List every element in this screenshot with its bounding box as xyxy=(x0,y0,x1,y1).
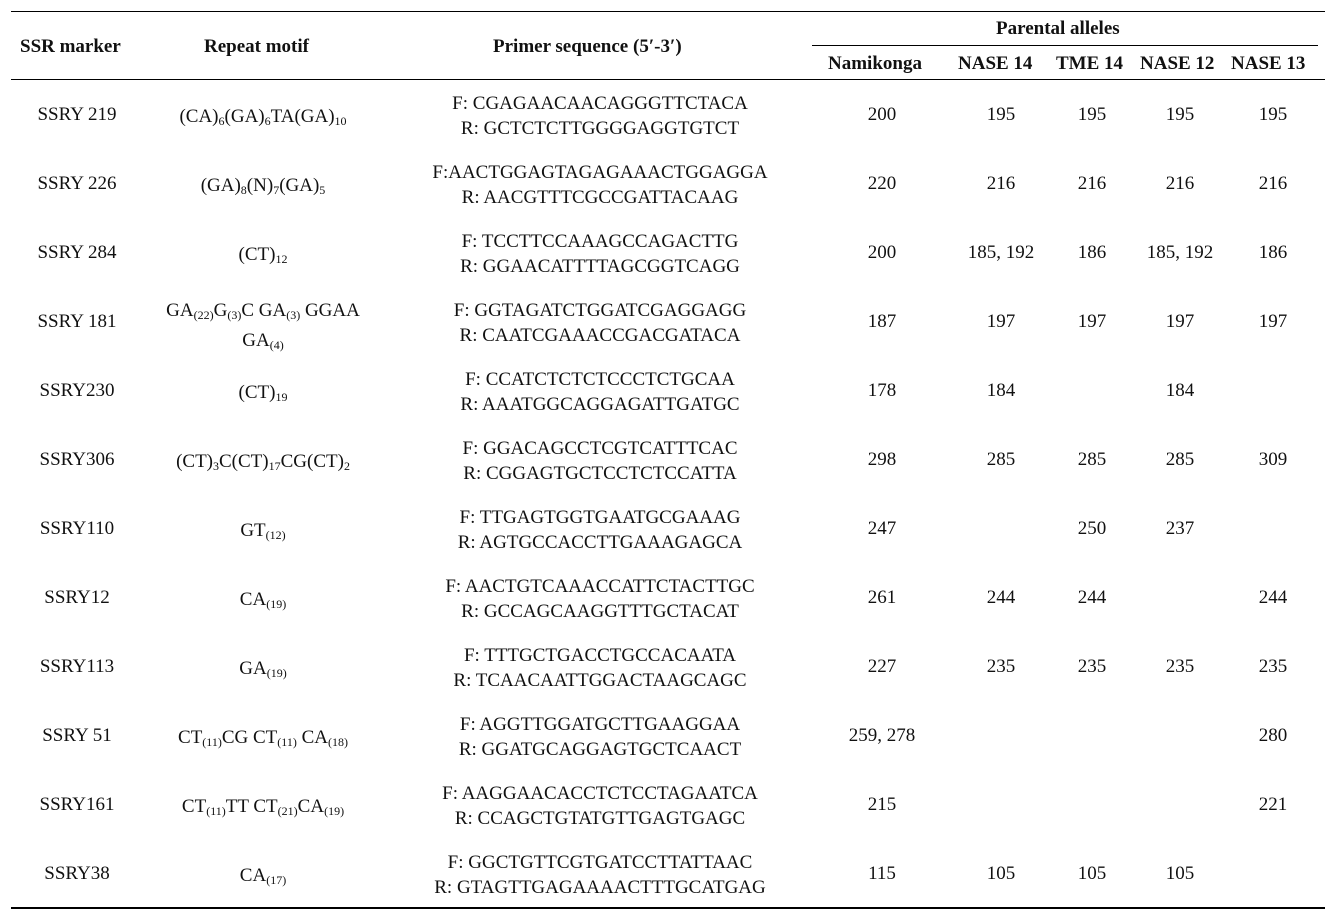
allele-cell: 185, 192 xyxy=(967,242,1035,263)
reverse-primer: R: GTAGTTGAGAAAACTTTGCATGAG xyxy=(434,877,766,898)
header-repeat-motif: Repeat motif xyxy=(204,36,309,57)
allele-cell: 259, 278 xyxy=(848,725,916,746)
reverse-primer: R: TCAACAATTGGACTAAGCAGC xyxy=(453,670,747,691)
table-top-rule xyxy=(11,11,1325,12)
primer-sequence-cell xyxy=(432,160,767,210)
forward-primer: F:AACTGGAGTAGAGAAACTGGAGGA xyxy=(432,162,768,183)
reverse-primer: R: CAATCGAAACCGACGATACA xyxy=(459,325,741,346)
header-nase12: NASE 12 xyxy=(1140,53,1215,74)
allele-cell: 309 xyxy=(1258,449,1288,470)
header-namikonga: Namikonga xyxy=(828,53,922,74)
primer-sequence-cell xyxy=(460,367,739,417)
repeat-motif-cell: $CA_{(19)}$ xyxy=(239,589,287,611)
header-nase13: NASE 13 xyxy=(1231,53,1306,74)
allele-cell: 200 xyxy=(867,242,897,263)
primer-sequence-cell xyxy=(459,712,741,762)
allele-cell: 235 xyxy=(986,656,1016,677)
repeat-motif-cell: $GA_{(22)}G_{(3)}C$ $GA_{(3)}$ GGAA $GA_{(4)}$ xyxy=(166,300,360,352)
primer-sequence-cell xyxy=(453,643,746,693)
allele-cell: 115 xyxy=(868,863,896,884)
allele-cell: 227 xyxy=(867,656,897,677)
ssr-marker-cell: SSRY12 xyxy=(44,587,110,608)
repeat-motif-cell: $CT_{(11)}TT$ $CT_{(21)}CA_{(19)}$ xyxy=(181,796,345,818)
allele-cell: 105 xyxy=(1077,863,1107,884)
primer-sequence-cell xyxy=(460,229,740,279)
allele-cell: 178 xyxy=(867,380,897,401)
reverse-primer: R: AAATGGCAGGAGATTGATGC xyxy=(460,394,740,415)
reverse-primer: R: CGGAGTGCTCCTCTCCATTA xyxy=(463,463,737,484)
allele-cell: 105 xyxy=(986,863,1016,884)
allele-cell: 247 xyxy=(867,518,897,539)
ssr-marker-cell: SSRY 226 xyxy=(37,173,117,194)
repeat-motif-cell: $CA_{(17)}$ xyxy=(239,865,287,887)
ssr-marker-cell: SSRY 219 xyxy=(37,104,117,125)
ssr-marker-cell: SSRY 284 xyxy=(37,242,117,263)
allele-cell: 235 xyxy=(1258,656,1288,677)
reverse-primer: R: AGTGCCACCTTGAAAGAGCA xyxy=(457,532,743,553)
header-parental-alleles: Parental alleles xyxy=(996,18,1120,39)
allele-cell: 195 xyxy=(1258,104,1288,125)
allele-cell: 285 xyxy=(1077,449,1107,470)
allele-cell: 280 xyxy=(1258,725,1288,746)
allele-cell: 215 xyxy=(867,794,897,815)
allele-cell: 220 xyxy=(867,173,897,194)
reverse-primer: R: GGATGCAGGAGTGCTCAACT xyxy=(458,739,742,760)
allele-cell: 185, 192 xyxy=(1146,242,1214,263)
allele-cell: 184 xyxy=(986,380,1016,401)
ssr-marker-cell: SSRY 181 xyxy=(37,311,117,332)
allele-cell: 184 xyxy=(1165,380,1195,401)
ssr-marker-cell: SSRY 51 xyxy=(42,725,112,746)
repeat-motif-cell: $(CT)_{19}$ xyxy=(238,382,288,404)
forward-primer: F: AGGTTGGATGCTTGAAGGAA xyxy=(459,714,741,735)
allele-cell: 186 xyxy=(1258,242,1288,263)
allele-cell: 197 xyxy=(1165,311,1195,332)
forward-primer: F: TTTGCTGACCTGCCACAATA xyxy=(463,645,737,666)
primer-sequence-cell xyxy=(452,91,748,141)
primer-sequence-cell xyxy=(434,850,765,900)
forward-primer: F: GGACAGCCTCGTCATTTCAC xyxy=(462,438,738,459)
primer-sequence-cell xyxy=(458,505,743,555)
allele-cell: 235 xyxy=(1165,656,1195,677)
forward-primer: F: TCCTTCCAAAGCCAGACTTG xyxy=(461,231,739,252)
allele-cell: 298 xyxy=(867,449,897,470)
allele-cell: 105 xyxy=(1165,863,1195,884)
ssr-marker-cell: SSRY230 xyxy=(39,380,115,401)
reverse-primer: R: AACGTTTCGCCGATTACAAG xyxy=(461,187,739,208)
repeat-motif-cell: $(CT)_{12}$ xyxy=(238,244,288,266)
repeat-motif-cell: $(CA)_6(GA)_6TA(GA)_{10}$ xyxy=(179,106,347,128)
allele-cell: 186 xyxy=(1077,242,1107,263)
allele-cell: 216 xyxy=(1258,173,1288,194)
forward-primer: F: GGCTGTTCGTGATCCTTATTAAC xyxy=(447,852,753,873)
allele-cell: 187 xyxy=(867,311,897,332)
ssr-marker-cell: SSRY113 xyxy=(39,656,115,677)
forward-primer: F: CGAGAACAACAGGGTTCTACA xyxy=(452,93,748,114)
allele-cell: 244 xyxy=(1077,587,1107,608)
reverse-primer: R: CCAGCTGTATGTTGAGTGAGC xyxy=(454,808,746,829)
allele-cell: 244 xyxy=(1258,587,1288,608)
primer-sequence-cell xyxy=(442,781,758,831)
allele-cell: 235 xyxy=(1077,656,1107,677)
ssr-marker-cell: SSRY38 xyxy=(44,863,110,884)
repeat-motif-cell: $GA_{(19)}$ xyxy=(239,658,287,680)
repeat-motif-cell: $(CT)_3C(CT)_{17}CG(CT)_2$ xyxy=(176,451,350,473)
allele-cell: 221 xyxy=(1258,794,1288,815)
allele-cell: 195 xyxy=(986,104,1016,125)
forward-primer: F: TTGAGTGGTGAATGCGAAAG xyxy=(459,507,741,528)
allele-cell: 197 xyxy=(1077,311,1107,332)
allele-cell: 285 xyxy=(986,449,1016,470)
allele-cell: 195 xyxy=(1077,104,1107,125)
ssr-marker-cell: SSRY161 xyxy=(39,794,115,815)
allele-cell: 216 xyxy=(1077,173,1107,194)
primer-sequence-cell xyxy=(445,574,754,624)
forward-primer: F: AAGGAACACCTCTCCTAGAATCA xyxy=(442,783,758,804)
ssr-marker-cell: SSRY306 xyxy=(39,449,115,470)
allele-cell: 200 xyxy=(867,104,897,125)
allele-cell: 261 xyxy=(867,587,897,608)
table-header-rule xyxy=(11,79,1325,80)
allele-cell: 195 xyxy=(1165,104,1195,125)
primer-sequence-cell xyxy=(463,436,738,486)
forward-primer: F: CCATCTCTCTCCCTCTGCAA xyxy=(465,369,735,390)
header-ssr-marker: SSR marker xyxy=(20,36,121,57)
forward-primer: F: AACTGTCAAACCATTCTACTTGC xyxy=(445,576,755,597)
header-primer-sequence: Primer sequence (5′-3′) xyxy=(493,36,682,57)
table-bottom-rule xyxy=(11,907,1325,909)
reverse-primer: R: GCCAGCAAGGTTTGCTACAT xyxy=(461,601,739,622)
primer-sequence-cell xyxy=(454,298,746,348)
header-nase14: NASE 14 xyxy=(958,53,1033,74)
ssr-marker-cell: SSRY110 xyxy=(39,518,115,539)
allele-cell: 197 xyxy=(1258,311,1288,332)
repeat-motif-cell: $GT_{(12)}$ xyxy=(240,520,286,542)
forward-primer: F: GGTAGATCTGGATCGAGGAGG xyxy=(453,300,747,321)
repeat-motif-cell: $(GA)_8(N)_7(GA)_5$ xyxy=(200,175,326,197)
reverse-primer: R: GGAACATTTTAGCGGTCAGG xyxy=(460,256,740,277)
parental-alleles-rule xyxy=(812,45,1318,46)
allele-cell: 216 xyxy=(1165,173,1195,194)
header-tme14: TME 14 xyxy=(1056,53,1124,74)
allele-cell: 250 xyxy=(1077,518,1107,539)
allele-cell: 197 xyxy=(986,311,1016,332)
allele-cell: 216 xyxy=(986,173,1016,194)
allele-cell: 237 xyxy=(1165,518,1195,539)
reverse-primer: R: GCTCTCTTGGGGAGGTGTCT xyxy=(460,118,740,139)
repeat-motif-cell: $CT_{(11)}CG$ $CT_{(11)}$ $CA_{(18)}$ xyxy=(178,727,348,749)
allele-cell: 244 xyxy=(986,587,1016,608)
allele-cell: 285 xyxy=(1165,449,1195,470)
